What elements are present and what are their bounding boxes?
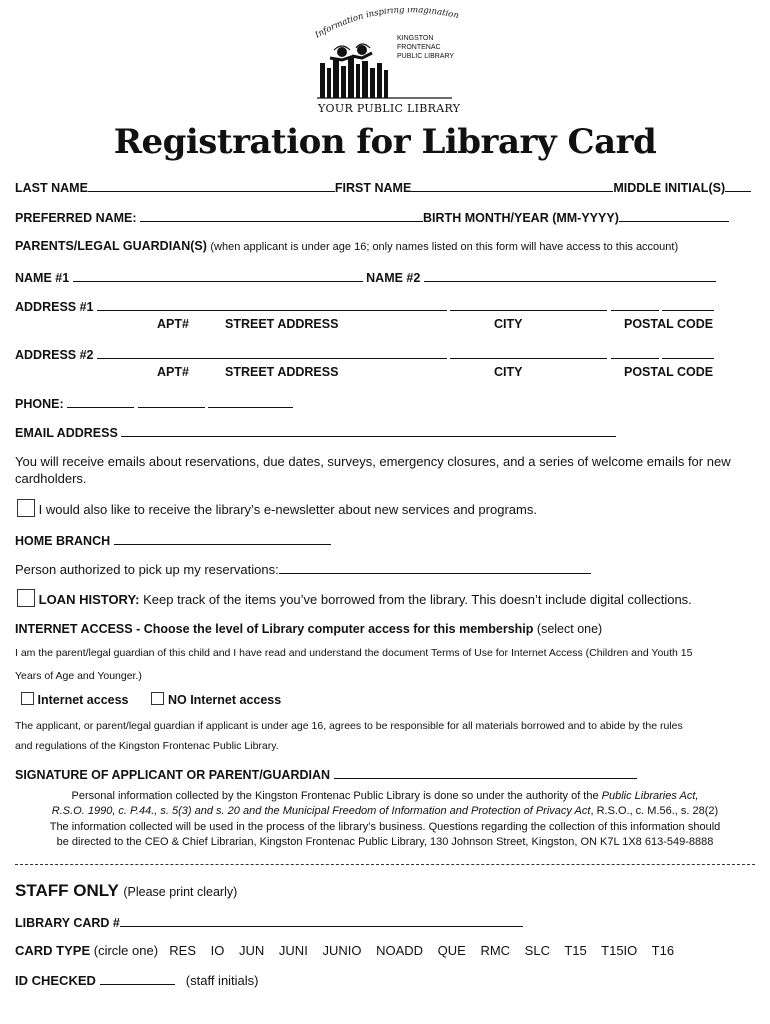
signature-label: SIGNATURE OF APPLICANT OR PARENT/GUARDIAN — [15, 768, 331, 782]
card-type-noadd[interactable]: NOADD — [376, 943, 424, 958]
card-type-res[interactable]: RES — [169, 943, 197, 958]
library-card-row — [15, 914, 523, 930]
birth-label: BIRTH MONTH/YEAR (MM-YYYY) — [423, 211, 619, 225]
preferred-name-field[interactable] — [140, 209, 423, 222]
id-checked-label: ID CHECKED — [15, 973, 96, 988]
name2-label: NAME #2 — [366, 271, 421, 285]
no-internet-access-checkbox[interactable] — [151, 692, 164, 705]
address1-postal2-field[interactable] — [662, 298, 714, 311]
internet-statement-2: Years of Age and Younger.) — [15, 670, 142, 682]
id-checked-field[interactable] — [100, 972, 175, 985]
email-notice: You will receive emails about reservations, due dates, surveys, emergency closures, and a series of welcome emails for new cardholders. — [15, 454, 731, 486]
guardians-note: (when applicant is under age 16; only names listed on this form will have access to this account) — [210, 241, 679, 253]
internet-heading-row — [15, 622, 602, 636]
email-label: EMAIL ADDRESS — [15, 426, 118, 440]
address1-label: ADDRESS #1 — [15, 300, 94, 314]
phone-line-field[interactable] — [208, 395, 293, 408]
first-name-label: FIRST NAME — [334, 181, 412, 195]
address2-apt-caption: APT# — [157, 365, 189, 379]
card-type-slc[interactable]: SLC — [524, 943, 550, 958]
middle-initial-label: MIDDLE INITIAL(S) — [613, 181, 726, 195]
no-internet-access-label: NO Internet access — [167, 693, 282, 707]
internet-options — [21, 692, 281, 707]
address1-street-caption: STREET ADDRESS — [225, 317, 339, 331]
card-type-t15io[interactable]: T15IO — [601, 943, 638, 958]
internet-heading-note: (select one) — [536, 622, 603, 636]
library-card-label: LIBRARY CARD # — [15, 916, 120, 930]
agreement-line-2: and regulations of the Kingston Frontenac Public Library. — [15, 740, 279, 752]
card-type-label: CARD TYPE — [15, 943, 91, 958]
card-type-junio[interactable]: JUNIO — [322, 943, 362, 958]
email-field[interactable] — [121, 424, 616, 437]
phone-prefix-field[interactable] — [138, 395, 205, 408]
name1-label: NAME #1 — [15, 271, 70, 285]
library-card-field[interactable] — [120, 914, 523, 927]
logo-arc-text: Information inspiring imagination — [313, 8, 460, 41]
loan-history-row — [17, 589, 692, 607]
guardian-names-row — [15, 269, 716, 285]
id-checked-row — [15, 972, 259, 988]
address2-postal-caption: POSTAL CODE — [624, 365, 714, 379]
address1-postal1-field[interactable] — [611, 298, 659, 311]
pickup-row — [15, 561, 591, 577]
staff-heading-row — [15, 881, 237, 901]
address2-row — [15, 346, 714, 362]
birth-field[interactable] — [619, 209, 729, 222]
newsletter-checkbox[interactable] — [17, 499, 35, 517]
address2-postal1-field[interactable] — [611, 346, 659, 359]
card-type-que[interactable]: QUE — [437, 943, 466, 958]
pickup-label: Person authorized to pick up my reservations: — [15, 562, 279, 577]
address1-city-field[interactable] — [450, 298, 607, 311]
staff-heading-note: (Please print clearly) — [123, 885, 238, 899]
card-type-t15[interactable]: T15 — [564, 943, 587, 958]
address1-city-caption: CITY — [494, 317, 523, 331]
last-name-row — [15, 179, 751, 195]
phone-row — [15, 395, 293, 411]
card-type-juni[interactable]: JUNI — [278, 943, 308, 958]
newsletter-label: I would also like to receive the library’s e-newsletter about new services and programs. — [38, 502, 537, 517]
preferred-name-label: PREFERRED NAME: — [15, 211, 137, 225]
home-branch-label: HOME BRANCH — [15, 534, 111, 548]
address1-postal-caption: POSTAL CODE — [624, 317, 714, 331]
privacy-line-1: Personal information collected by the Kingston Frontenac Public Library is done so under the authority of the Public Libraries Act, — [71, 790, 699, 802]
staff-initials-note: (staff initials) — [185, 973, 259, 988]
email-row — [15, 424, 616, 440]
card-type-note: (circle one) — [93, 943, 159, 958]
name2-field[interactable] — [424, 269, 716, 282]
last-name-label: LAST NAME — [15, 181, 88, 195]
privacy-line-3: The information collected will be used in the process of the library’s business. Questions regarding the collection of this information should — [49, 821, 721, 833]
last-name-field[interactable] — [88, 179, 335, 192]
privacy-line-4: be directed to the CEO & Chief Librarian, Kingston Frontenac Public Library, 130 Johnson Street, Kingston, ON K7L 1X8 613-549-8888 — [56, 836, 714, 848]
staff-heading: STAFF ONLY — [15, 881, 119, 900]
guardians-label: PARENTS/LEGAL GUARDIAN(S) — [15, 239, 207, 253]
home-branch-row — [15, 532, 331, 548]
signature-row — [15, 766, 637, 782]
card-type-t16[interactable]: T16 — [651, 943, 675, 958]
card-type-io[interactable]: IO — [210, 943, 225, 958]
agreement-line-1: The applicant, or parent/legal guardian if applicant is under age 16, agrees to be responsible for all materials borrowed and to abide by the rules — [15, 720, 683, 732]
cut-line-divider — [15, 864, 755, 865]
logo-org-name: KINGSTON FRONTENAC PUBLIC LIBRARY — [397, 35, 455, 60]
preferred-name-row — [15, 209, 729, 225]
pickup-field[interactable] — [279, 561, 591, 574]
address2-city-field[interactable] — [450, 346, 607, 359]
loan-history-label: LOAN HISTORY: — [38, 592, 140, 607]
signature-field[interactable] — [334, 766, 637, 779]
loan-history-checkbox[interactable] — [17, 589, 35, 607]
logo-tagline: YOUR PUBLIC LIBRARY — [318, 102, 461, 115]
loan-history-text: Keep track of the items you’ve borrowed from the library. This doesn’t include digital collections. — [143, 592, 692, 607]
library-logo — [312, 8, 462, 120]
internet-access-label: Internet access — [37, 693, 129, 707]
phone-area-field[interactable] — [67, 395, 134, 408]
first-name-field[interactable] — [411, 179, 613, 192]
address2-label: ADDRESS #2 — [15, 348, 94, 362]
card-type-row — [15, 943, 674, 958]
internet-access-checkbox[interactable] — [21, 692, 34, 705]
address2-postal2-field[interactable] — [662, 346, 714, 359]
home-branch-field[interactable] — [114, 532, 331, 545]
middle-initial-field[interactable] — [725, 179, 751, 192]
address1-row — [15, 298, 714, 314]
address2-street-field[interactable] — [97, 346, 447, 359]
privacy-line-2: R.S.O. 1990, c. P.44., s. 5(3) and s. 20 and the Municipal Freedom of Information and Protection of Privacy Act, R.S.O., c. M.56., s. 28(2) — [51, 805, 719, 817]
name1-field[interactable] — [73, 269, 363, 282]
card-type-rmc[interactable]: RMC — [480, 943, 511, 958]
page-title: Registration for Library Card — [113, 122, 657, 162]
guardians-row — [15, 239, 678, 253]
address2-city-caption: CITY — [494, 365, 523, 379]
newsletter-row — [17, 499, 537, 517]
internet-statement-1: I am the parent/legal guardian of this child and I have read and understand the document Terms of Use for Internet Access (Children and Youth 15 — [15, 647, 693, 659]
address1-apt-caption: APT# — [157, 317, 189, 331]
phone-label: PHONE: — [15, 397, 64, 411]
internet-heading: INTERNET ACCESS - Choose the level of Library computer access for this membership — [15, 622, 534, 636]
address2-street-caption: STREET ADDRESS — [225, 365, 339, 379]
address1-street-field[interactable] — [97, 298, 447, 311]
card-type-jun[interactable]: JUN — [239, 943, 265, 958]
